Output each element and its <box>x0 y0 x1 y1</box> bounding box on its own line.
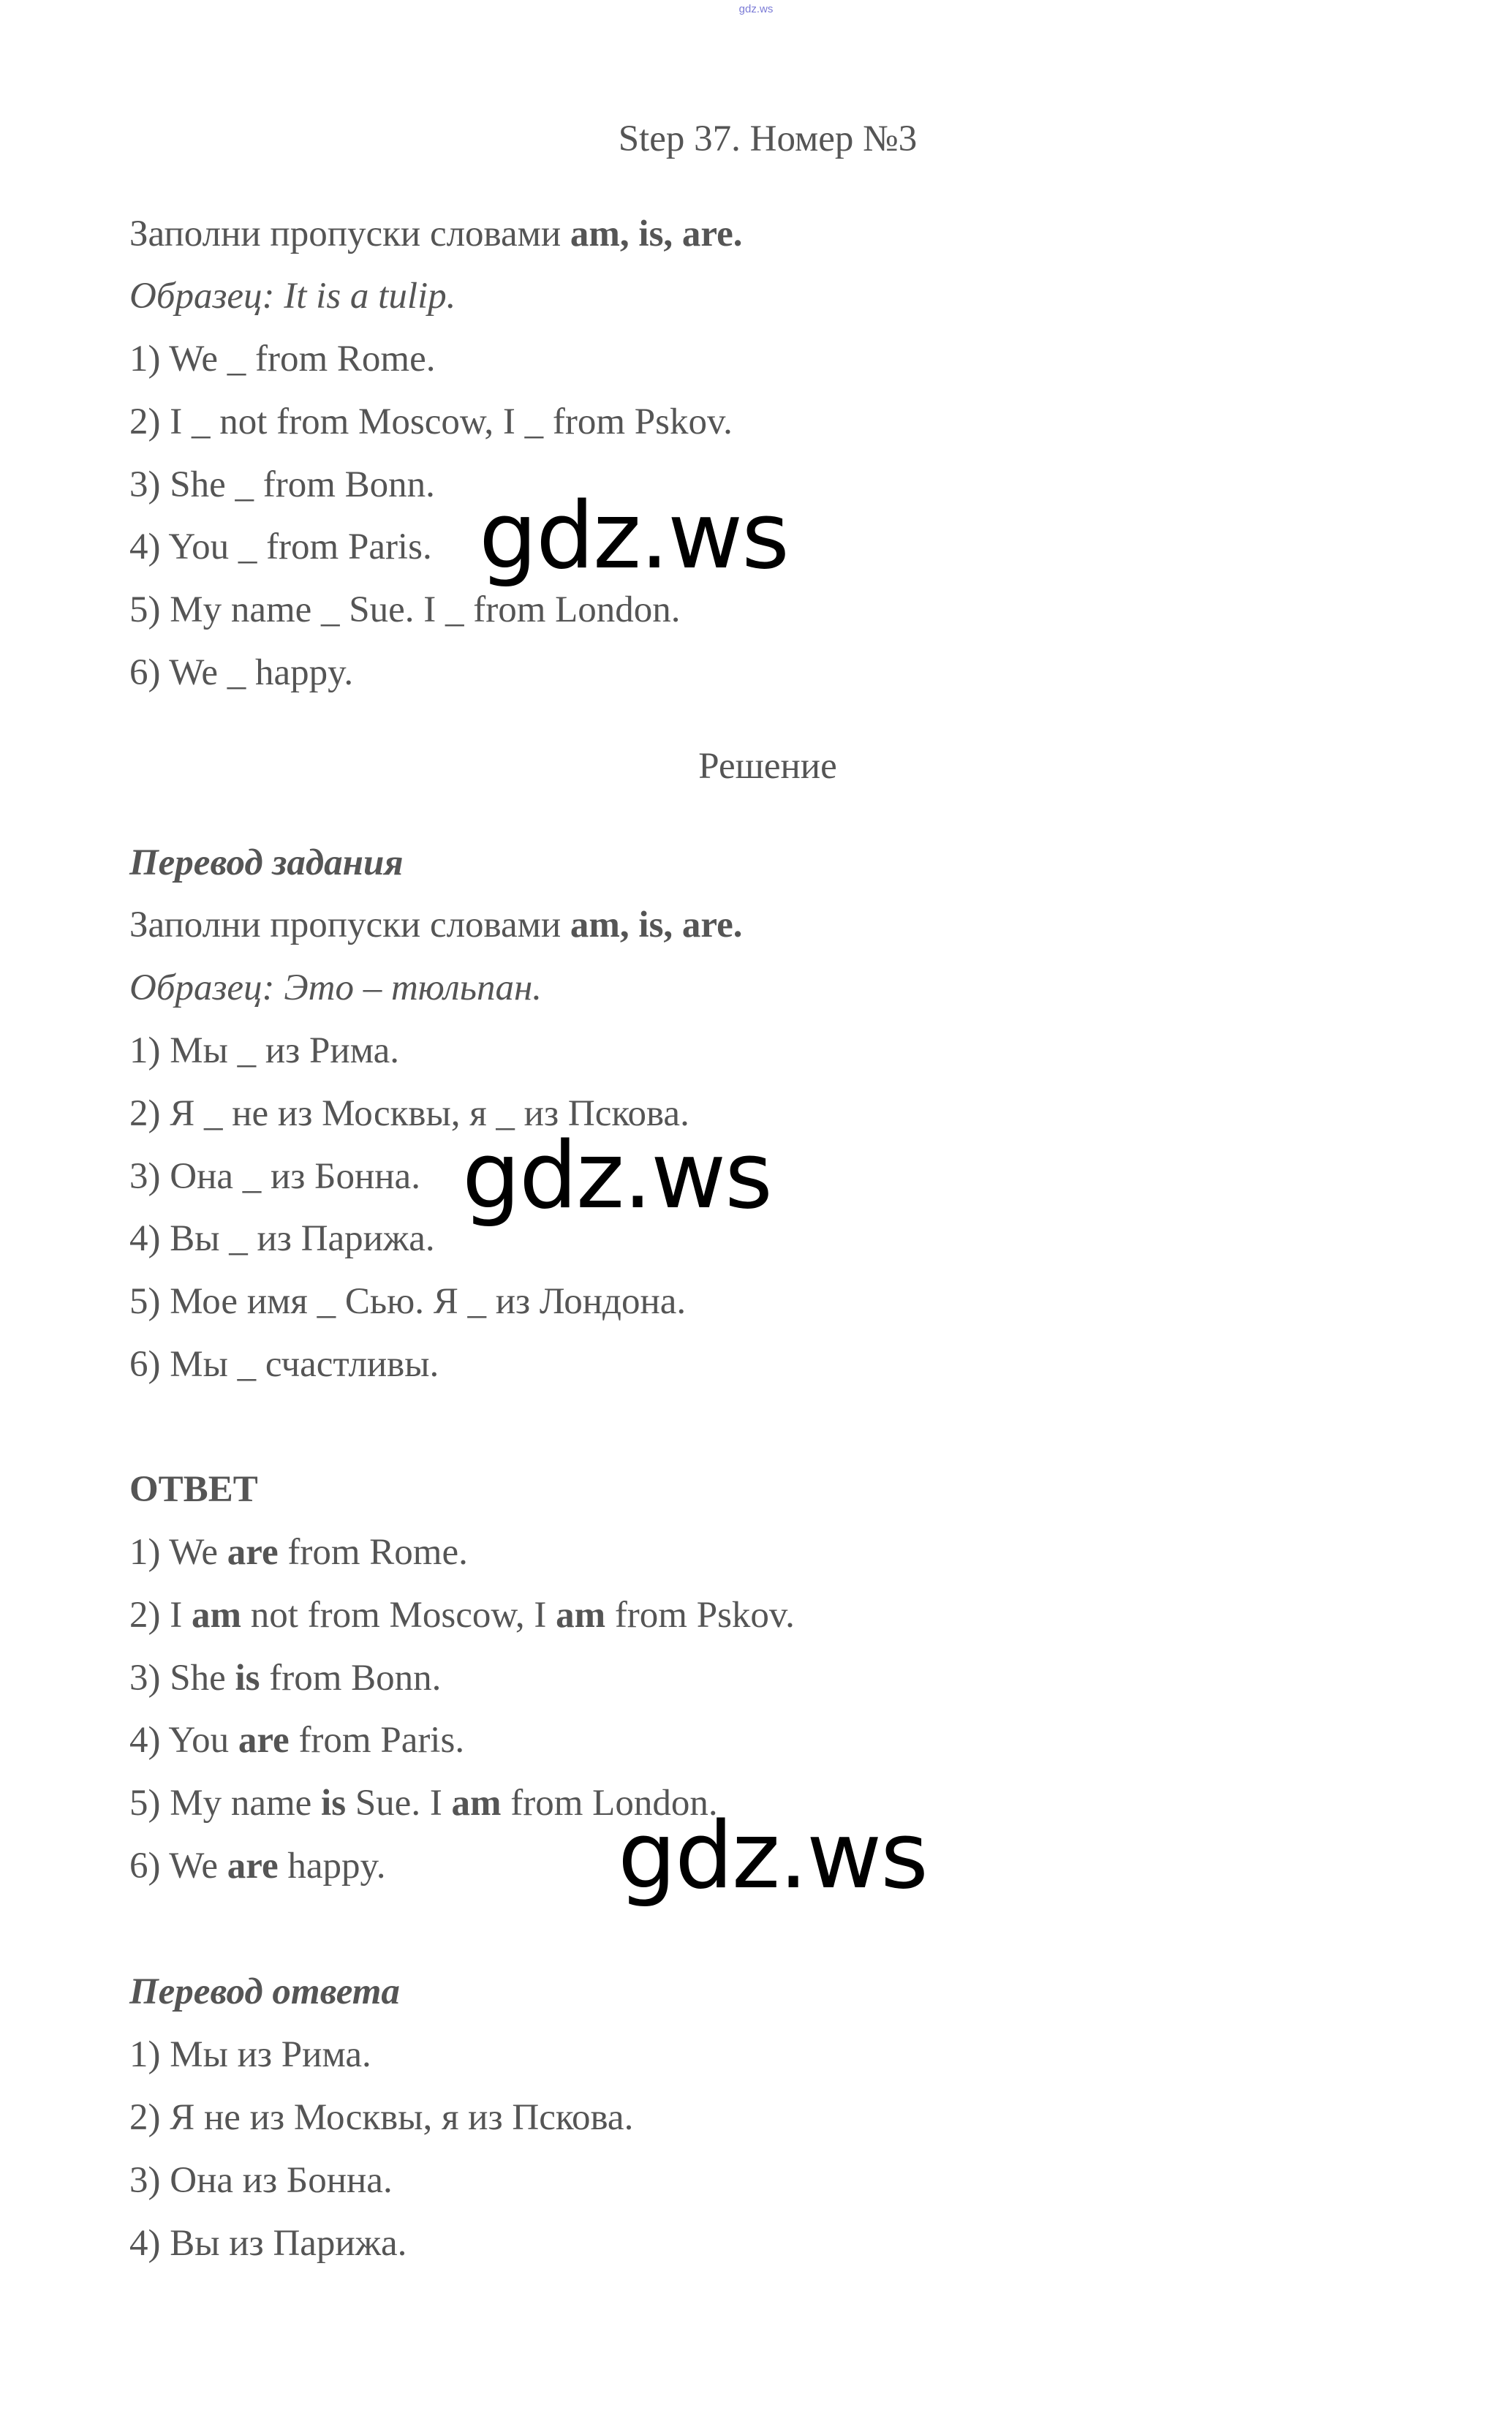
translation-item: 1) Мы _ из Рима. <box>129 1030 400 1071</box>
translation-item: 2) Я _ не из Москвы, я _ из Пскова. <box>129 1093 689 1134</box>
answer-text: Sue. I <box>346 1783 452 1824</box>
translation-example: Образец: Это – тюльпан. <box>129 967 542 1008</box>
answer-item <box>129 1844 385 1889</box>
answer-text: 5) My name <box>129 1783 322 1824</box>
task-item: 6) We _ happy. <box>129 652 354 693</box>
answer-verb: is <box>235 1658 260 1699</box>
task-instruction-text: Заполни пропуски словами <box>129 214 570 254</box>
header-watermark-text: gdz.ws <box>738 3 774 15</box>
answer-verb: am <box>191 1595 241 1636</box>
answer-translation-item: 4) Вы из Парижа. <box>129 2223 407 2264</box>
answer-text: 3) She <box>129 1658 235 1699</box>
answer-text: from Rome. <box>278 1532 468 1573</box>
answer-text: from Bonn. <box>260 1658 442 1699</box>
answer-text: 2) I <box>129 1595 192 1636</box>
answer-text: from Paris. <box>289 1720 465 1761</box>
answer-text: 6) We <box>129 1846 227 1887</box>
solution-heading: Решение <box>698 746 837 787</box>
watermark-text: gdz.ws <box>479 482 788 589</box>
answer-verb: am <box>556 1595 606 1636</box>
task-item: 4) You _ from Paris. <box>129 526 432 567</box>
translation-item: 5) Мое имя _ Сью. Я _ из Лондона. <box>129 1281 687 1322</box>
task-item: 3) She _ from Bonn. <box>129 464 435 505</box>
answer-verb: are <box>227 1532 279 1573</box>
answer-heading: ОТВЕТ <box>129 1469 258 1510</box>
answer-text: happy. <box>278 1846 386 1887</box>
answer-item <box>129 1530 468 1575</box>
answer-item <box>129 1656 441 1701</box>
answer-verb: is <box>321 1783 347 1824</box>
watermark-text: gdz.ws <box>462 1122 771 1229</box>
answer-text: not from Moscow, I <box>241 1595 556 1636</box>
answer-verb: am <box>451 1783 502 1824</box>
answer-text: from London. <box>501 1783 718 1824</box>
translation-instruction <box>129 903 743 948</box>
answer-item <box>129 1718 464 1763</box>
answer-translation-item: 3) Она из Бонна. <box>129 2160 393 2201</box>
task-item: 5) My name _ Sue. I _ from London. <box>129 589 681 630</box>
answer-item <box>129 1593 795 1638</box>
task-instruction <box>129 212 743 257</box>
translation-item: 3) Она _ из Бонна. <box>129 1156 420 1197</box>
translation-item: 6) Мы _ счастливы. <box>129 1344 439 1385</box>
answer-translation-item: 2) Я не из Москвы, я из Пскова. <box>129 2097 634 2138</box>
answer-translation-heading: Перевод ответа <box>129 1971 400 2012</box>
answer-text: 1) We <box>129 1532 227 1573</box>
watermark-text: gdz.ws <box>618 1802 927 1909</box>
task-item: 2) I _ not from Moscow, I _ from Pskov. <box>129 401 733 442</box>
answer-translation-item: 1) Мы из Рима. <box>129 2034 371 2075</box>
task-instruction-words: am, is, are. <box>570 214 743 254</box>
translation-instruction-words: am, is, are. <box>570 905 743 945</box>
answer-verb: are <box>238 1720 290 1761</box>
answer-verb: are <box>227 1846 279 1887</box>
translation-instruction-text: Заполни пропуски словами <box>129 905 570 945</box>
translation-heading: Перевод задания <box>129 842 404 883</box>
translation-item: 4) Вы _ из Парижа. <box>129 1218 435 1259</box>
task-item: 1) We _ from Rome. <box>129 339 436 379</box>
answer-text: 4) You <box>129 1720 238 1761</box>
answer-text: from Pskov. <box>605 1595 795 1636</box>
task-example: Образец: It is a tulip. <box>129 276 456 317</box>
page-title: Step 37. Номер №3 <box>618 118 918 159</box>
